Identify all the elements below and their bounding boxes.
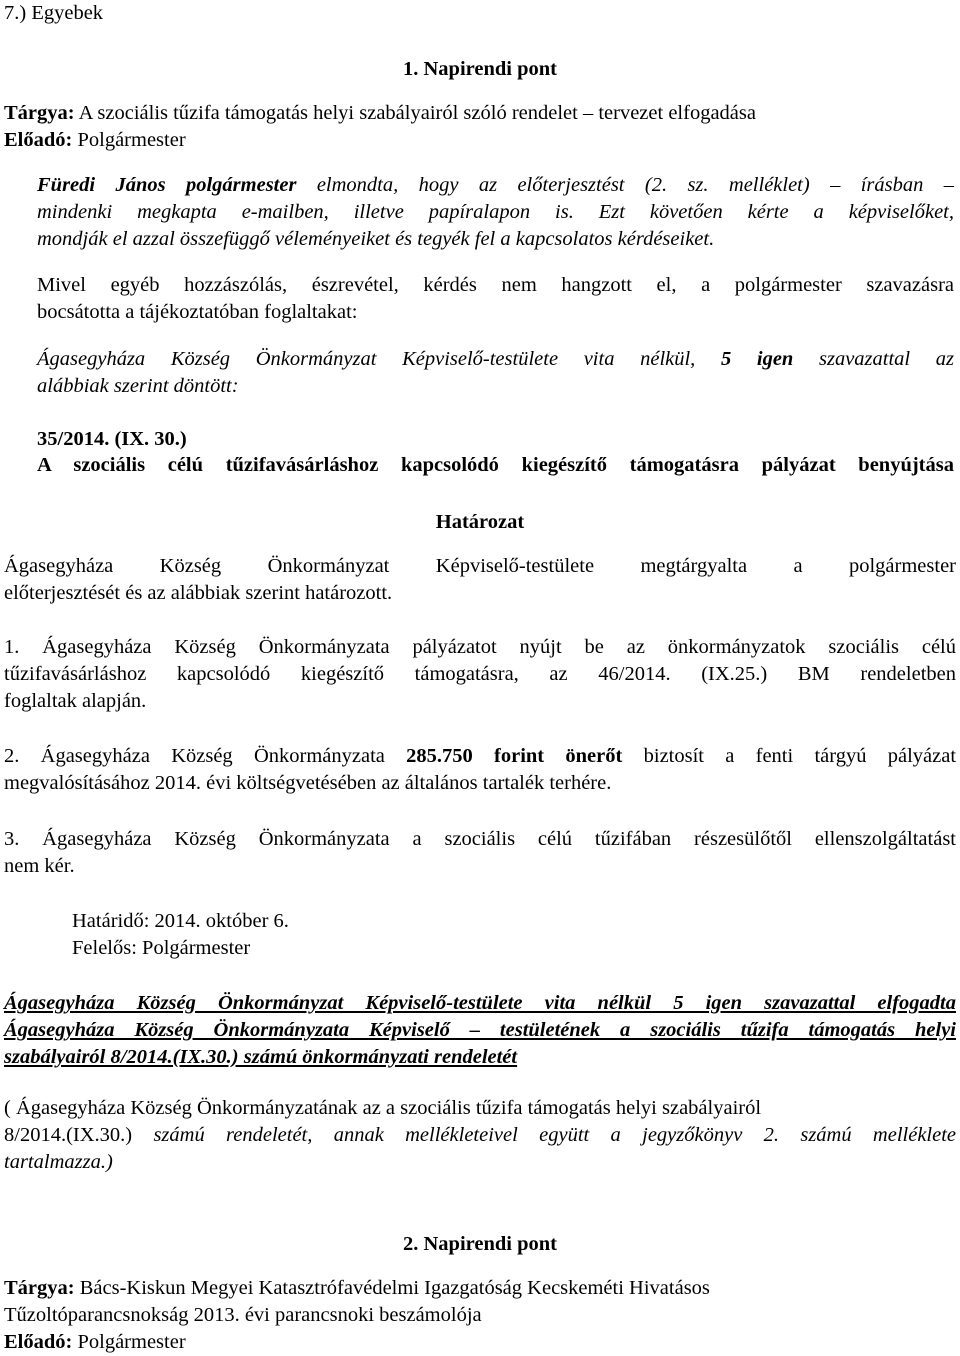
point-2-line-1: 2. Ágasegyháza Község Önkormányzata 285.750 forint önerőt biztosít a fenti tárgyú pályázat <box>4 745 957 767</box>
item2-subject-line-1: Tárgya: Bács-Kiskun Megyei Katasztrófavédelmi Igazgatóság Kecskeméti Hivatásos <box>4 1277 710 1299</box>
note-line-3: tartalmazza.) <box>4 1151 113 1173</box>
vote-intro-line-2: bocsátotta a tájékoztatóban foglaltakat: <box>37 301 358 323</box>
council-decision-line-2: alábbiak szerint döntött: <box>37 375 239 397</box>
adoption-line-2: Ágasegyháza Község Önkormányzata Képviselő – testületének a szociális tűzifa támogatás helyi <box>4 1019 956 1041</box>
vote-count: 5 igen <box>720 348 794 370</box>
subject-line <box>4 100 756 127</box>
own-contribution-amount: 285.750 forint önerőt <box>406 745 623 767</box>
point-1-line-2: tűzifavásárláshoz kapcsolódó kiegészítő támogatásra, az 46/2014. (IX.25.) BM rendeletben <box>4 663 956 685</box>
adoption-line-3: szabályairól 8/2014.(IX.30.) számú önkormányzati rendeletét <box>4 1046 518 1068</box>
point-1-line-1: 1. Ágasegyháza Község Önkormányzata pályázatot nyújt be az önkormányzatok szociális célú <box>4 636 956 658</box>
resolution-intro-line-2: előterjesztését és az alábbiak szerint határozott. <box>4 582 393 604</box>
presenter-line <box>4 127 186 154</box>
point-1-line-3: foglaltak alapján. <box>4 690 147 712</box>
item2-presenter-label: Előadó: <box>4 1331 73 1353</box>
mayor-name: Füredi János polgármester <box>37 174 297 196</box>
item2-subject-label: Tárgya: <box>4 1277 75 1299</box>
resolution-title: A szociális célú tűzifavásárláshoz kapcsolódó kiegészítő támogatásra pályázat benyújtása <box>37 454 954 476</box>
subject-label: Tárgya: <box>4 102 75 124</box>
adoption-line-1: Ágasegyháza Község Önkormányzat Képviselő-testülete vita nélkül 5 igen szavazattal elfogadta <box>4 992 956 1014</box>
deadline: Határidő: 2014. október 6. <box>72 910 289 932</box>
item2-presenter-line: Előadó: Polgármester <box>4 1331 186 1353</box>
responsible: Felelős: Polgármester <box>72 937 251 959</box>
note-line-2: 8/2014.(IX.30.) számú rendeletét, annak mellékleteivel együtt a jegyzőkönyv 2. számú melléklete <box>4 1124 957 1146</box>
subject-text: A szociális tűzifa támogatás helyi szabályairól szóló rendelet – tervezet elfogadása <box>74 102 756 124</box>
council-decision-line-1: Ágasegyháza Község Önkormányzat Képviselő-testülete vita nélkül, 5 igen szavazattal az <box>37 348 954 370</box>
resolution-number: 35/2014. (IX. 30.) <box>37 428 187 450</box>
section-heading: 7.) Egyebek <box>4 2 104 24</box>
intro-line-1: Füredi János polgármester elmondta, hogy az előterjesztést (2. sz. melléklet) – írásban – <box>37 174 954 196</box>
point-2-line-2: megvalósításához 2014. évi költségvetésében az általános tartalék terhére. <box>4 772 612 794</box>
resolution-intro-line-1: Ágasegyháza Község Önkormányzat Képviselő-testülete megtárgyalta a polgármester <box>4 555 956 577</box>
vote-intro-line-1: Mivel egyéb hozzászólás, észrevétel, kérdés nem hangzott el, a polgármester szavazásra <box>37 274 954 296</box>
resolution-heading: Határozat <box>435 511 525 533</box>
intro-line-2: mindenki megkapta e-mailben, illetve papíralapon is. Ezt követően kérte a képviselőket, <box>37 201 954 223</box>
agenda-item-1-title: 1. Napirendi pont <box>403 58 557 80</box>
point-3-line-2: nem kér. <box>4 855 75 877</box>
point-3-line-1: 3. Ágasegyháza Község Önkormányzata a szociális célú tűzifában részesülőtől ellenszolgáltatást <box>4 828 956 850</box>
intro-line-3: mondják el azzal összefüggő véleményeiket és tegyék fel a kapcsolatos kérdéseiket. <box>37 228 715 250</box>
presenter-label: Előadó: <box>4 129 73 151</box>
item2-subject-line-2: Tűzoltóparancsnokság 2013. évi parancsnoki beszámolója <box>4 1304 482 1326</box>
presenter-text: Polgármester <box>72 129 186 151</box>
note-line-1: ( Ágasegyháza Község Önkormányzatának az a szociális tűzifa támogatás helyi szabályairól <box>4 1097 762 1119</box>
agenda-item-2-title: 2. Napirendi pont <box>403 1233 557 1255</box>
